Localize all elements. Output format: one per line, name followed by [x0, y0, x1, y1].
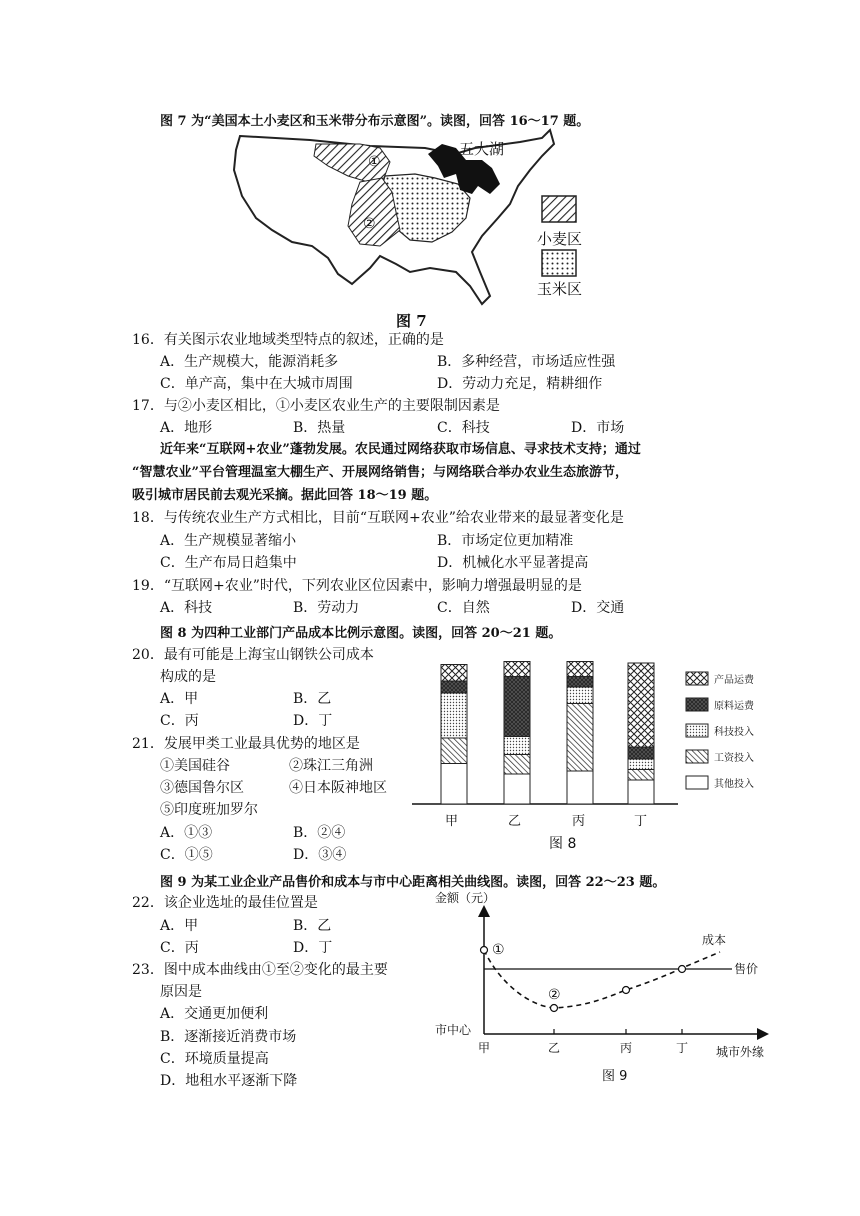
fig9-x-label: 城市外缘	[716, 1045, 765, 1059]
legend-swatch	[686, 672, 708, 685]
q21-option-a[interactable]: A．①③	[160, 825, 213, 841]
q23-stem-line-1: 23．图中成本曲线由①至②变化的最主要	[132, 962, 388, 978]
great-lakes-label: 五大湖	[459, 140, 505, 158]
legend-label: 产品运费	[714, 675, 754, 686]
q19-option-c[interactable]: C．自然	[437, 600, 490, 616]
q23-stem-line-2: 原因是	[160, 984, 202, 1000]
fig9-origin-label: 市中心	[435, 1023, 472, 1037]
bar-segment	[441, 681, 467, 693]
q18-option-a[interactable]: A．生产规模显著缩小	[160, 533, 297, 549]
q21-item-1: ①美国硅谷	[160, 758, 230, 774]
q19-option-d[interactable]: D．交通	[571, 600, 625, 616]
q16-option-b[interactable]: B．多种经营，市场适应性强	[437, 354, 616, 370]
passage-line-1: 近年来“互联网+农业”蓬勃发展。农民通过网络获取市场信息、寻求技术支持；通过	[160, 442, 641, 457]
fig9-marker-1: ①	[492, 942, 505, 958]
fig8-stacked-bar-chart	[410, 650, 770, 810]
legend-wheat-swatch	[542, 196, 576, 222]
q20-stem-line-1: 20．最有可能是上海宝山钢铁公司成本	[132, 647, 374, 663]
q17-option-c[interactable]: C．科技	[437, 420, 490, 436]
q21-item-2: ②珠江三角洲	[289, 758, 373, 774]
q21-option-c[interactable]: C．①⑤	[160, 847, 213, 863]
legend-wheat-label: 小麦区	[537, 230, 583, 248]
fig9-cost-label: 成本	[702, 933, 727, 947]
legend-label: 原料运费	[714, 701, 754, 712]
fig9-marker-2: ②	[548, 987, 561, 1003]
q23-option-a[interactable]: A．交通更加便利	[160, 1006, 269, 1022]
bar-segment	[567, 662, 593, 677]
q22-stem: 22．该企业选址的最佳位置是	[132, 895, 318, 911]
point-1	[481, 947, 488, 954]
bar-segment	[441, 738, 467, 764]
bar-segment	[441, 764, 467, 805]
fig9-tick-label-ding: 丁	[676, 1041, 689, 1055]
bar-segment	[628, 663, 654, 747]
q23-option-d[interactable]: D．地租水平逐渐下降	[160, 1073, 298, 1089]
fig8-tick-jia: 甲	[445, 814, 459, 829]
q21-item-4: ④日本阪神地区	[289, 780, 387, 796]
q21-item-3: ③德国鲁尔区	[160, 780, 244, 796]
q20-stem-line-2: 构成的是	[160, 669, 216, 685]
legend-label: 其他投入	[714, 779, 754, 790]
fig8-tick-ding: 丁	[634, 814, 648, 829]
q23-option-b[interactable]: B．逐渐接近消费市场	[160, 1029, 297, 1045]
bar-segment	[628, 759, 654, 770]
q21-item-5: ⑤印度班加罗尔	[160, 802, 258, 818]
legend-corn-label: 玉米区	[537, 280, 583, 298]
q17-option-b[interactable]: B．热量	[293, 420, 346, 436]
legend-corn-swatch	[542, 250, 576, 276]
q17-option-a[interactable]: A．地形	[160, 420, 213, 436]
q20-option-d[interactable]: D．丁	[293, 713, 333, 729]
bar-segment	[628, 747, 654, 759]
bar-segment	[504, 755, 530, 775]
bar-segment	[504, 774, 530, 804]
fig9-caption: 图 9	[602, 1069, 628, 1084]
point-bing	[623, 987, 630, 994]
fig9-tick-label-bing: 丙	[620, 1041, 633, 1055]
bar-segment	[504, 737, 530, 755]
q16-option-d[interactable]: D．劳动力充足，精耕细作	[437, 376, 603, 392]
bar-segment	[628, 770, 654, 781]
legend-swatch	[686, 724, 708, 737]
q23-option-c[interactable]: C．环境质量提高	[160, 1051, 269, 1067]
fig9-price-label: 售价	[734, 962, 759, 976]
fig8-tick-bing: 丙	[572, 814, 586, 829]
legend-swatch	[686, 750, 708, 763]
q21-option-d[interactable]: D．③④	[293, 847, 347, 863]
bar-segment	[504, 662, 530, 677]
bar-segment	[567, 771, 593, 804]
bar-segment	[504, 677, 530, 737]
q16-option-c[interactable]: C．单产高，集中在大城市周围	[160, 376, 353, 392]
q22-option-c[interactable]: C．丙	[160, 940, 199, 956]
q16-option-a[interactable]: A．生产规模大，能源消耗多	[160, 354, 339, 370]
legend-swatch	[686, 776, 708, 789]
fig9-intro: 图 9 为某工业企业产品售价和成本与市中心距离相关曲线图。读图，回答 22～23 题。	[160, 875, 666, 890]
q18-option-c[interactable]: C．生产布局日趋集中	[160, 555, 297, 571]
fig8-caption: 图 8	[549, 836, 577, 852]
bar-segment	[441, 665, 467, 682]
marker-2: ②	[363, 216, 376, 232]
fig8-intro: 图 8 为四种工业部门产品成本比例示意图。读图，回答 20～21 题。	[160, 626, 562, 641]
q20-option-a[interactable]: A．甲	[160, 691, 199, 707]
fig9-tick-label-yi: 乙	[548, 1041, 561, 1055]
passage-line-2: “智慧农业”平台管理温室大棚生产、开展网络销售；与网络联合举办农业生态旅游节，	[132, 465, 628, 480]
q19-stem: 19．“互联网+农业”时代，下列农业区位因素中，影响力增强最明显的是	[132, 578, 582, 594]
q22-option-d[interactable]: D．丁	[293, 940, 333, 956]
fig9-tick-label-jia: 甲	[478, 1041, 491, 1055]
q16-stem: 16．有关图示农业地域类型特点的叙述，正确的是	[132, 332, 444, 348]
fig7-intro: 图 7 为“美国本土小麦区和玉米带分布示意图”。读图，回答 16～17 题。	[160, 114, 590, 129]
bar-segment	[567, 677, 593, 688]
q21-stem: 21．发展甲类工业最具优势的地区是	[132, 736, 360, 752]
legend-label: 科技投入	[714, 727, 754, 738]
fig7-caption: 图 7	[396, 312, 427, 330]
bar-segment	[441, 693, 467, 738]
bar-segment	[567, 687, 593, 704]
q18-option-b[interactable]: B．市场定位更加精准	[437, 533, 574, 549]
q17-option-d[interactable]: D．市场	[571, 420, 625, 436]
q19-option-b[interactable]: B．劳动力	[293, 600, 360, 616]
legend-label: 工资投入	[714, 753, 754, 764]
fig9-y-label: 金额（元）	[435, 891, 496, 905]
legend-swatch	[686, 698, 708, 711]
q22-option-b[interactable]: B．乙	[293, 918, 332, 934]
q20-option-b[interactable]: B．乙	[293, 691, 332, 707]
q19-option-a[interactable]: A．科技	[160, 600, 213, 616]
fig9-line-chart	[430, 888, 776, 1084]
fig8-tick-yi: 乙	[508, 814, 522, 829]
marker-1: ①	[368, 154, 381, 170]
bar-segment	[628, 780, 654, 804]
point-ding	[679, 966, 686, 973]
q17-stem: 17．与②小麦区相比，①小麦区农业生产的主要限制因素是	[132, 398, 500, 414]
q18-option-d[interactable]: D．机械化水平显著提高	[437, 555, 589, 571]
cost-curve	[484, 950, 720, 1008]
q22-option-a[interactable]: A．甲	[160, 918, 199, 934]
passage-line-3: 吸引城市居民前去观光采摘。据此回答 18～19 题。	[132, 488, 438, 503]
point-2	[551, 1005, 558, 1012]
q18-stem: 18．与传统农业生产方式相比，目前“互联网+农业”给农业带来的最显著变化是	[132, 510, 624, 526]
bar-segment	[567, 704, 593, 772]
us-map-figure	[220, 126, 620, 312]
q21-option-b[interactable]: B．②④	[293, 825, 346, 841]
q20-option-c[interactable]: C．丙	[160, 713, 199, 729]
